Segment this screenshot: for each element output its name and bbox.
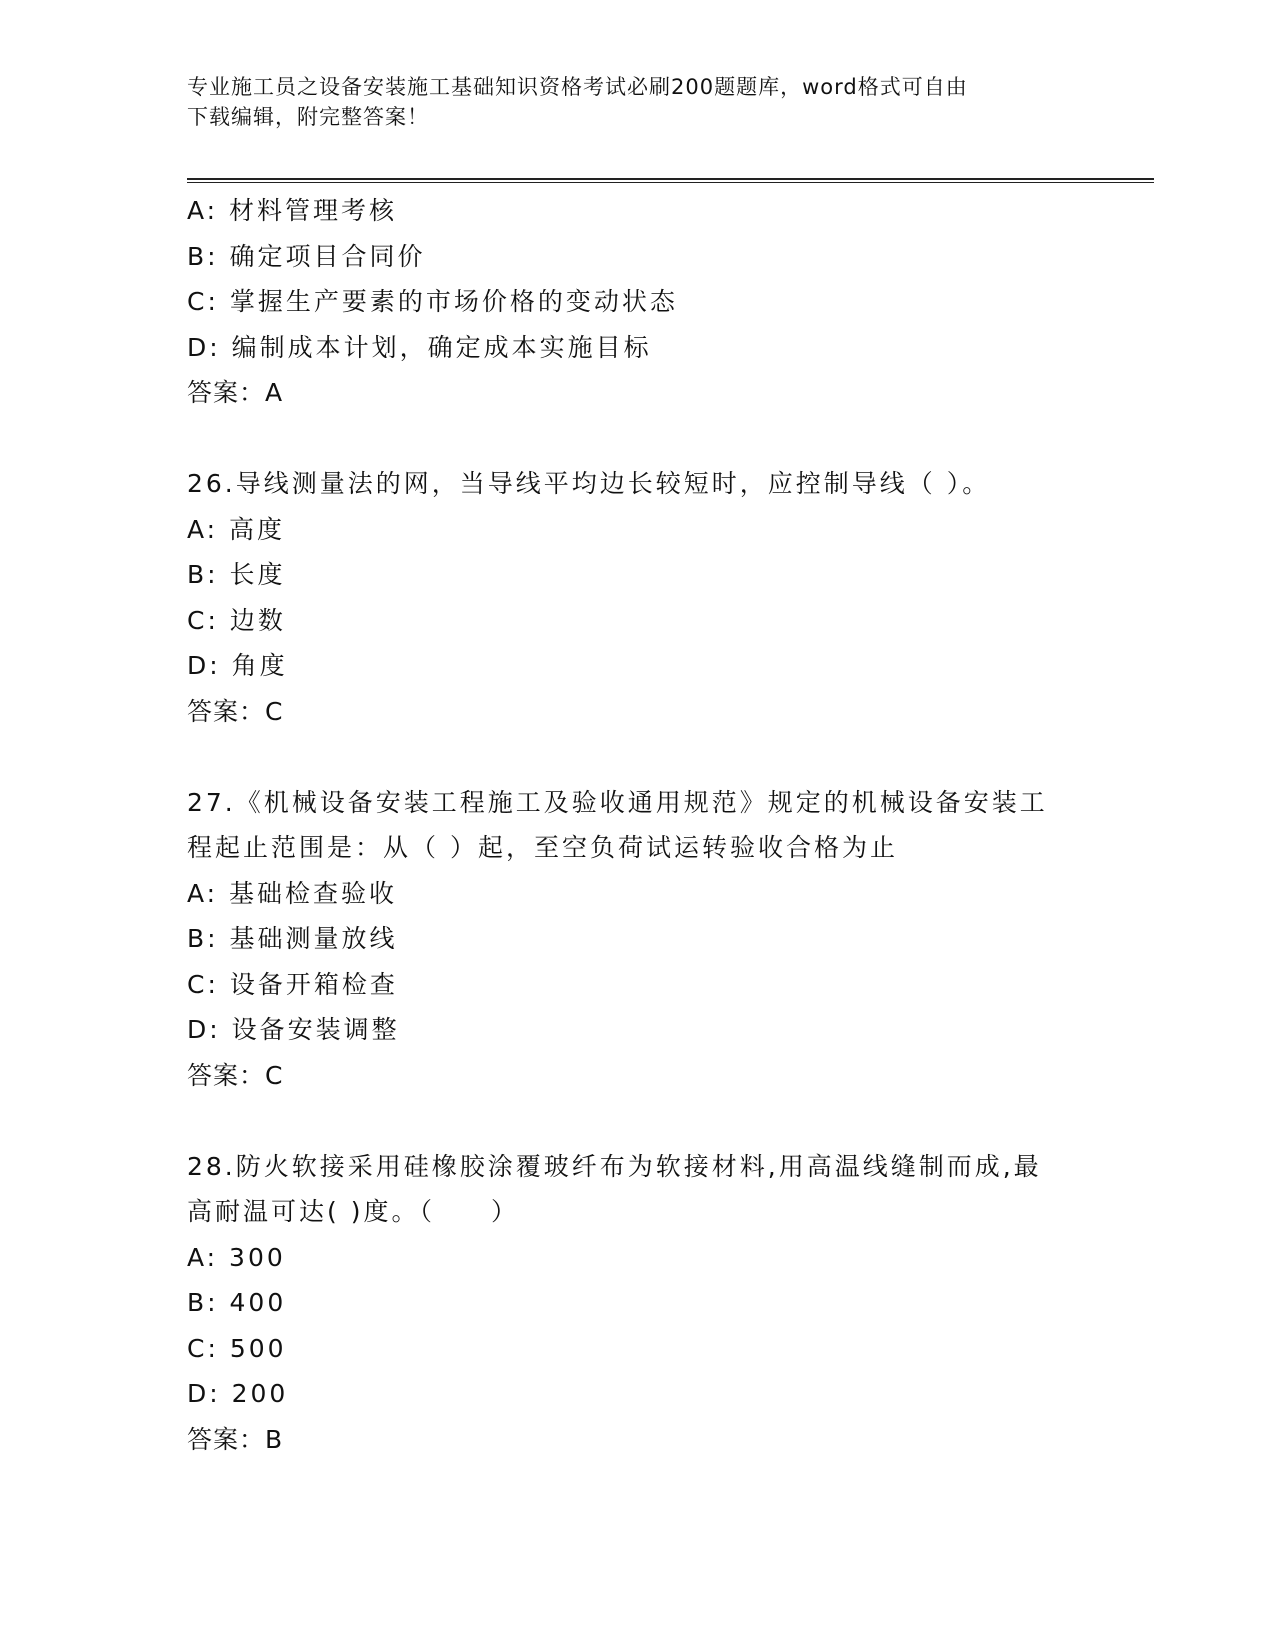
- question-stem-line-1: 27.《机械设备安装工程施工及验收通用规范》规定的机械设备安装工: [187, 787, 1048, 817]
- question-27: [187, 780, 1087, 1099]
- option-c: C: 500: [187, 1333, 287, 1363]
- header-line-2: 下载编辑，附完整答案！: [187, 105, 429, 129]
- question-stem-line-2: 高耐温可达( )度。（ ）: [187, 1197, 519, 1226]
- option-d: D: 200: [187, 1379, 289, 1408]
- question-stem-line-2: 程起止范围是：从（ ）起，至空负荷试运转验收合格为止: [187, 833, 898, 862]
- option-c: C: 设备开箱检查: [187, 969, 398, 999]
- header-divider: [187, 178, 1154, 183]
- option-d: D: 编制成本计划，确定成本实施目标: [187, 332, 652, 362]
- option-d: D: 角度: [187, 651, 288, 680]
- option-b: B: 长度: [187, 560, 286, 589]
- answer-label: 答案：C: [187, 1060, 284, 1090]
- option-c: C: 掌握生产要素的市场价格的变动状态: [187, 287, 678, 316]
- question-stem-line-1: 28.防火软接采用硅橡胶涂覆玻纤布为软接材料,用高温线缝制而成,最: [187, 1151, 1042, 1181]
- question-28: [187, 1144, 1087, 1463]
- answer-label: 答案：A: [187, 378, 284, 407]
- question-list: [187, 188, 1087, 1462]
- option-b: B: 基础测量放线: [187, 924, 398, 953]
- option-b: B: 确定项目合同价: [187, 241, 426, 271]
- answer-label: 答案：C: [187, 696, 284, 726]
- question-stem: 26.导线测量法的网，当导线平均边长较短时，应控制导线（ ）。: [187, 469, 991, 498]
- answer-label: 答案：B: [187, 1424, 284, 1454]
- option-a: A: 高度: [187, 514, 286, 544]
- header-line-1: 专业施工员之设备安装施工基础知识资格考试必刷200题题库，word格式可自由: [187, 75, 968, 99]
- option-d: D: 设备安装调整: [187, 1015, 400, 1044]
- option-a: A: 300: [187, 1242, 286, 1272]
- option-c: C: 边数: [187, 605, 286, 635]
- option-a: A: 基础检查验收: [187, 878, 398, 908]
- question-26: [187, 461, 1087, 734]
- option-a: A: 材料管理考核: [187, 196, 398, 225]
- option-b: B: 400: [187, 1288, 287, 1317]
- question-25-tail: [187, 188, 1087, 416]
- document-header: [187, 72, 1087, 132]
